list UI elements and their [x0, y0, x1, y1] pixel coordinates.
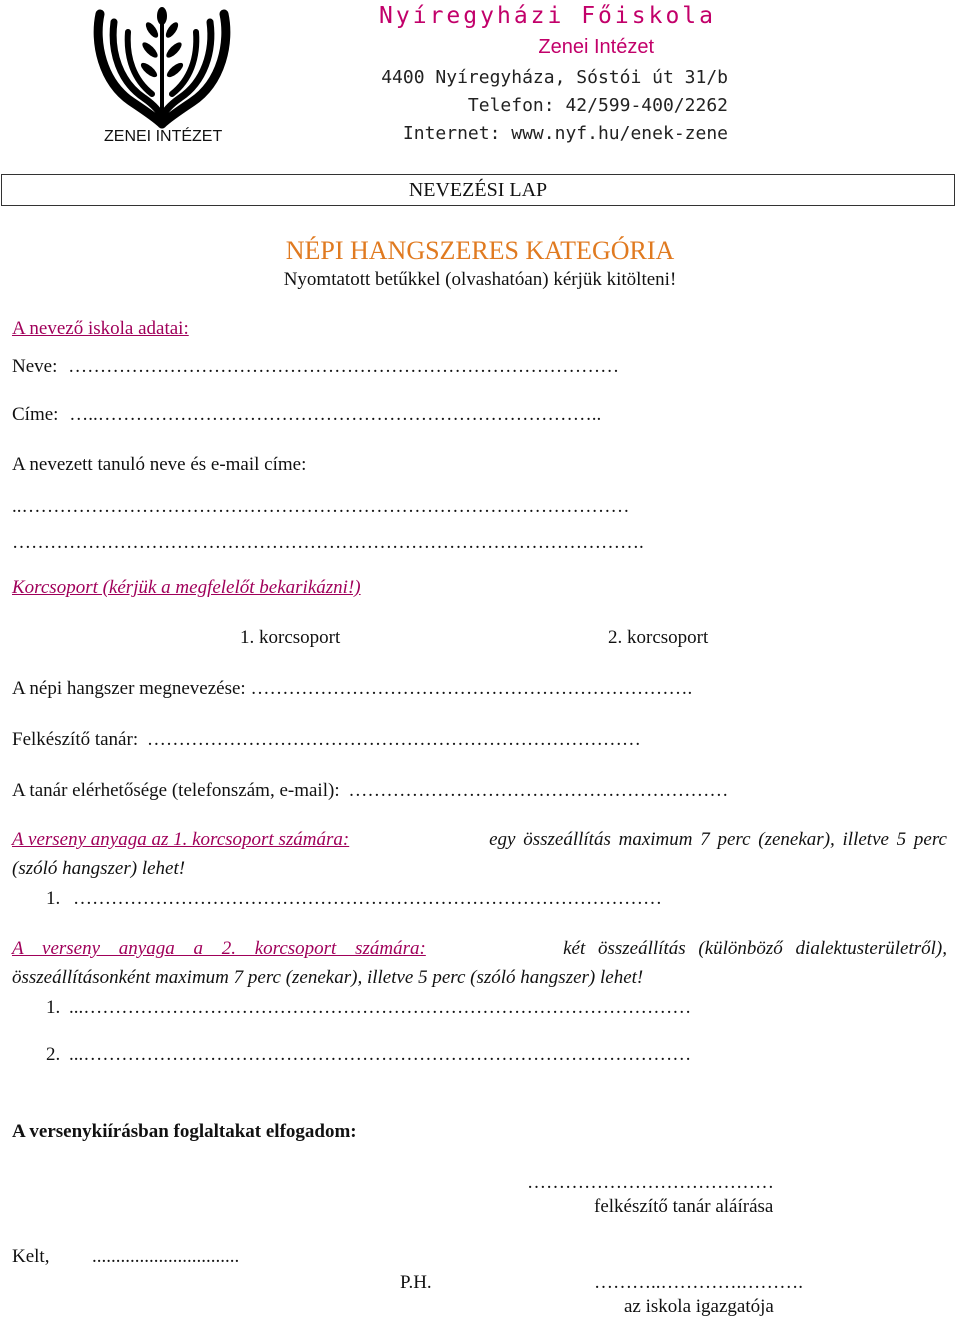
student-field-1[interactable]: ..……………………………………………………………………………………	[12, 496, 630, 517]
material2-item2-number: 2.	[46, 1044, 61, 1065]
instrument-row	[12, 678, 692, 700]
category-title: NÉPI HANGSZERES KATEGÓRIA	[285, 236, 675, 265]
teacher-row	[12, 729, 641, 751]
school-address-row	[12, 404, 601, 426]
material2-text-a: két összeállítás (különböző dialektusterületről),	[563, 938, 947, 959]
instrument-label: A népi hangszer megnevezése:	[12, 678, 246, 699]
institute-name: Zenei Intézet	[538, 36, 654, 58]
student-field-2[interactable]: ……………………………………………………………………………………….	[12, 532, 644, 553]
teacher-field[interactable]: ……………………………………………………………………	[146, 729, 641, 750]
school-name-field[interactable]: ……………………………………………………………………………	[68, 356, 620, 377]
logo-caption: ZENEI INTÉZET	[104, 128, 223, 145]
teacher-contact-label: A tanár elérhetősége (telefonszám, e-mail):	[12, 780, 340, 801]
head-signature-label: az iskola igazgatója	[624, 1296, 774, 1317]
material1-item-number: 1.	[46, 888, 61, 909]
teacher-signature-field[interactable]: …………………………………	[527, 1172, 774, 1193]
material2-line-a	[12, 938, 947, 960]
instrument-field[interactable]: …………………………………………………………….	[250, 678, 693, 699]
kelt-field[interactable]: ...............................	[92, 1246, 240, 1267]
group-option-1[interactable]: 1. korcsoport	[240, 627, 341, 648]
material1-item-field[interactable]: …………………………………………………………………………………	[73, 888, 662, 909]
internet-text: Internet: www.nyf.hu/enek-zene	[402, 123, 728, 144]
material1-item	[46, 888, 662, 910]
stamp-label: P.H.	[400, 1272, 432, 1293]
material2-item1-field[interactable]: ...……………………………………………………………………………………	[69, 997, 692, 1018]
institute-logo	[92, 2, 232, 134]
material1-line-a	[12, 829, 947, 851]
school-name-row	[12, 356, 619, 378]
material2-item2-field[interactable]: ...……………………………………………………………………………………	[69, 1044, 692, 1065]
kelt-label: Kelt,	[12, 1246, 50, 1267]
fill-instruction: Nyomtatott betűkkel (olvashatóan) kérjük kitölteni!	[283, 269, 677, 290]
material1-text-b: (szóló hangszer) lehet!	[12, 858, 186, 879]
material2-item-2	[46, 1044, 691, 1066]
group-option-2[interactable]: 2. korcsoport	[608, 627, 709, 648]
teacher-signature-label: felkészítő tanár aláírása	[594, 1196, 774, 1217]
material2-heading: A verseny anyaga a 2. korcsoport számára:	[12, 938, 426, 959]
school-name-label: Neve:	[12, 356, 58, 377]
teacher-label: Felkészítő tanár:	[12, 729, 139, 750]
material1-text-a: egy összeállítás maximum 7 perc (zenekar), illetve 5 perc	[489, 829, 947, 850]
material2-item1-number: 1.	[46, 997, 61, 1018]
material1-heading: A verseny anyaga az 1. korcsoport számára:	[12, 829, 350, 850]
school-name: Nyíregyházi Főiskola	[379, 3, 716, 29]
address-text: 4400 Nyíregyháza, Sóstói út 31/b	[381, 67, 728, 88]
material2-text-b: összeállításonként maximum 7 perc (zenekar), illetve 5 perc (szóló hangszer) lehet!	[12, 967, 644, 988]
teacher-contact-row	[12, 780, 728, 802]
form-title: NEVEZÉSI LAP	[1, 174, 955, 206]
school-address-field[interactable]: …..……………………………………………………………………..	[69, 404, 602, 425]
school-section-heading: A nevező iskola adatai:	[12, 318, 189, 339]
phone-text: Telefon: 42/599-400/2262	[467, 95, 728, 116]
head-signature-field[interactable]: ………..………….……….	[594, 1272, 803, 1293]
teacher-contact-field[interactable]: ……………………………………………………	[348, 780, 729, 801]
student-label: A nevezett tanuló neve és e-mail címe:	[12, 454, 307, 475]
acceptance-label: A versenykiírásban foglaltakat elfogadom:	[12, 1121, 357, 1142]
school-address-label: Címe:	[12, 404, 59, 425]
material2-item-1	[46, 997, 691, 1019]
group-heading: Korcsoport (kérjük a megfelelőt bekarikázni!)	[12, 577, 361, 598]
